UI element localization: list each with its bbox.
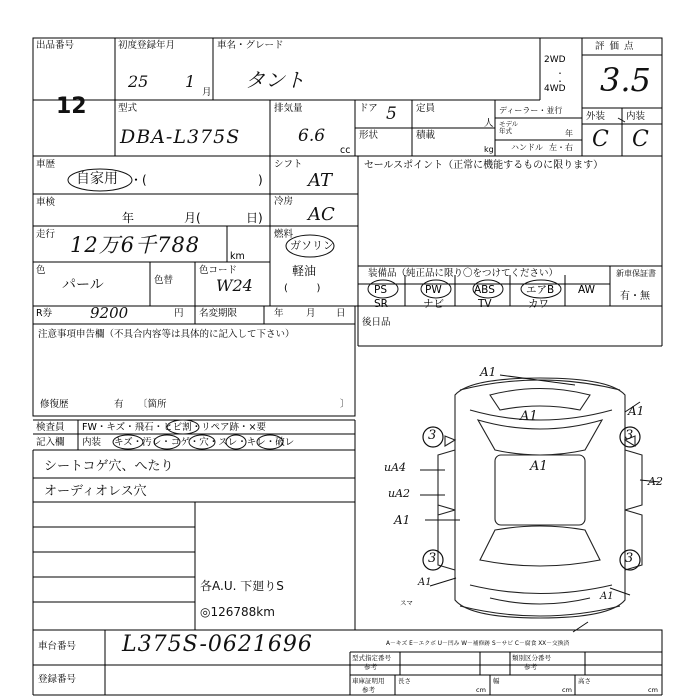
displacement-unit: cc: [340, 145, 351, 156]
chassis-label: 車台番号: [38, 641, 77, 652]
displacement: 6.6: [298, 126, 326, 146]
ac-value: AC: [308, 204, 335, 225]
name-change-day: 日: [336, 308, 346, 319]
height-label: 高さ: [578, 677, 591, 685]
color-change-label: 色替: [154, 275, 174, 286]
name-change-month: 月: [306, 308, 316, 319]
mark-ua4: uA4: [384, 461, 407, 474]
model-code: DBA-L375S: [120, 126, 241, 148]
mark-a1-roof: A1: [530, 459, 548, 474]
wheel-fr: 3: [625, 428, 634, 443]
history-label: 車歴: [36, 159, 56, 170]
mark-a1-right: A1: [628, 404, 645, 418]
fuel-label: 燃料: [274, 229, 294, 240]
name-change-label: 名変期限: [199, 308, 238, 319]
hand-note-line-2: オーディオレス穴: [44, 484, 147, 499]
length-label: 長さ: [398, 677, 411, 685]
repair-value: 有: [114, 399, 124, 410]
color-code-label: 色コード: [199, 265, 238, 276]
lot-number-label: 出品番号: [36, 40, 75, 51]
shape-label: 形状: [359, 130, 379, 141]
history-rest: ・(: [130, 173, 147, 187]
color-value: パール: [62, 277, 104, 293]
mark-a2-right: A2: [648, 475, 663, 488]
chassis-number: L375S-0621696: [122, 632, 313, 657]
car-diagram: [438, 378, 645, 618]
equipment-label: 装備品（純正品に限り〇をつけてください）: [368, 268, 559, 279]
capacity-label: 定員: [416, 103, 436, 114]
lot-number: 12: [56, 94, 87, 119]
type-cert-ref: 参考: [364, 663, 377, 671]
repair-label: 修復歴: [40, 399, 69, 410]
equip-abs: ABS: [474, 284, 495, 296]
shift-value: AT: [308, 170, 333, 191]
width-unit: cm: [562, 686, 572, 694]
year-unit: 年: [565, 129, 573, 138]
first-reg-label: 初度登録年月: [118, 40, 176, 51]
mileage-unit: km: [230, 251, 245, 262]
equip-navi: ナビ: [423, 298, 444, 310]
load-unit: kg: [484, 145, 494, 154]
dealer-label: ディーラー・並行: [499, 106, 563, 115]
repair-location: 〔箇所: [138, 399, 167, 410]
equip-leather: カワ: [528, 298, 549, 310]
rear-items-label: 後日品: [362, 317, 391, 328]
handle-label: ハンドル: [511, 143, 543, 152]
notes-label: 注意事項申告欄（不具合内容等は具体的に記入して下さい）: [38, 329, 295, 340]
fourwd-label: 4WD: [544, 84, 566, 94]
equip-sr: SR: [374, 298, 388, 310]
fuel-diesel: 軽油: [292, 264, 317, 278]
height-unit: cm: [648, 686, 658, 694]
mark-ua2: uA2: [388, 487, 411, 500]
class-label: 類別区分番号: [512, 654, 551, 662]
hand-note-line-1: シートコゲ穴、へたり: [44, 459, 174, 474]
inspector-label-1: 検査員: [36, 422, 65, 433]
ticket-value: 9200: [90, 304, 129, 322]
interior-label: 内装: [626, 111, 646, 122]
manual-label: 新車保証書: [616, 269, 656, 278]
inspector-label-2: 記入欄: [36, 437, 65, 448]
wd-dots: ・ ・: [556, 69, 564, 86]
car-name-label: 車名・グレード: [217, 40, 284, 51]
sales-point-label: セールスポイント（正常に機能するものに限ります）: [364, 160, 604, 171]
type-cert-label: 型式指定番号: [352, 654, 391, 662]
fuel-gas: ガソリン: [290, 239, 334, 252]
model-year-label: モデル 年式: [499, 120, 519, 135]
wheel-rl: 3: [428, 551, 437, 566]
handle-value: 左・右: [549, 143, 573, 152]
damage-legend: A－キズ E－エクボ U－凹み W－補修跡 S－サビ C－腐食 XX－交換済: [386, 641, 570, 647]
color-code: W24: [216, 276, 253, 295]
shift-label: シフト: [274, 159, 303, 170]
doors-label: ドア: [359, 103, 378, 114]
inspection-year-unit: 年: [122, 211, 135, 225]
reg-month: 1: [185, 72, 196, 91]
wheel-fl: 3: [428, 428, 437, 443]
interior-grade: C: [632, 127, 649, 152]
mark-a1-top: A1: [480, 365, 497, 379]
ticket-unit: 円: [174, 308, 184, 319]
exterior-grade: C: [592, 127, 609, 152]
inspection-day-unit: 日): [246, 211, 263, 225]
mark-a1-hood: A1: [520, 409, 538, 424]
repair-close: 〕: [340, 399, 350, 410]
reg-month-unit: 月: [202, 87, 212, 98]
twowd-label: 2WD: [544, 55, 566, 65]
reg-year: 25: [128, 72, 149, 91]
inspector-row-2: キズ・汚レ・コゲ・穴・スレ・キレ・破レ: [114, 437, 295, 448]
load-label: 積載: [416, 130, 436, 141]
capacity-unit: 人: [484, 118, 494, 129]
color-label: 色: [36, 265, 46, 276]
reg-cert-ref: 参考: [362, 686, 375, 694]
wheel-rr: 3: [625, 551, 634, 566]
inspection-label: 車検: [36, 197, 56, 208]
sumi-note: スマ: [400, 599, 413, 607]
manual-value: 有・無: [620, 291, 650, 302]
equip-aw: AW: [578, 284, 595, 296]
equip-tv: TV: [478, 298, 492, 310]
displacement-label: 排気量: [274, 103, 303, 114]
mark-a1-rear-left: A1: [418, 577, 432, 588]
inspector-row-2-prefix: 内装: [82, 437, 102, 448]
reg-number-label: 登録番号: [38, 674, 77, 685]
length-unit: cm: [476, 686, 486, 694]
equip-airbag: エアB: [526, 284, 555, 296]
fuel-paren: ( ): [284, 283, 321, 294]
mileage-value: 12万6千788: [70, 233, 201, 257]
reg-cert-label: 車庫証明用: [352, 677, 385, 685]
inspector-row-1: FW・キズ・飛石・ヒビ割・リペア跡・×要: [82, 422, 266, 433]
mark-a1-left: A1: [394, 513, 411, 527]
mark-a1-rear-right: A1: [600, 591, 614, 602]
model-code-label: 型式: [118, 103, 138, 114]
hand-note-4: ◎126788km: [200, 605, 275, 619]
mileage-label: 走行: [36, 229, 56, 240]
class-ref: 参考: [524, 663, 537, 671]
ac-label: 冷房: [274, 196, 294, 207]
ticket-label: R券: [36, 308, 53, 319]
history-value: 自家用: [76, 171, 118, 187]
name-change-year: 年: [274, 308, 284, 319]
equip-pw: PW: [425, 284, 442, 296]
width-label: 幅: [493, 677, 500, 685]
history-close: ): [258, 173, 263, 187]
inspection-month-unit: 月(: [184, 211, 201, 225]
grade-title: 評価点: [595, 41, 639, 52]
hand-note-3: 各A.U. 下廻りS: [200, 579, 284, 593]
exterior-label: 外装: [586, 111, 606, 122]
car-name: タント: [245, 68, 305, 92]
equip-ps: PS: [374, 284, 387, 296]
doors: 5: [386, 104, 397, 124]
grade-score: 3.5: [600, 61, 651, 99]
